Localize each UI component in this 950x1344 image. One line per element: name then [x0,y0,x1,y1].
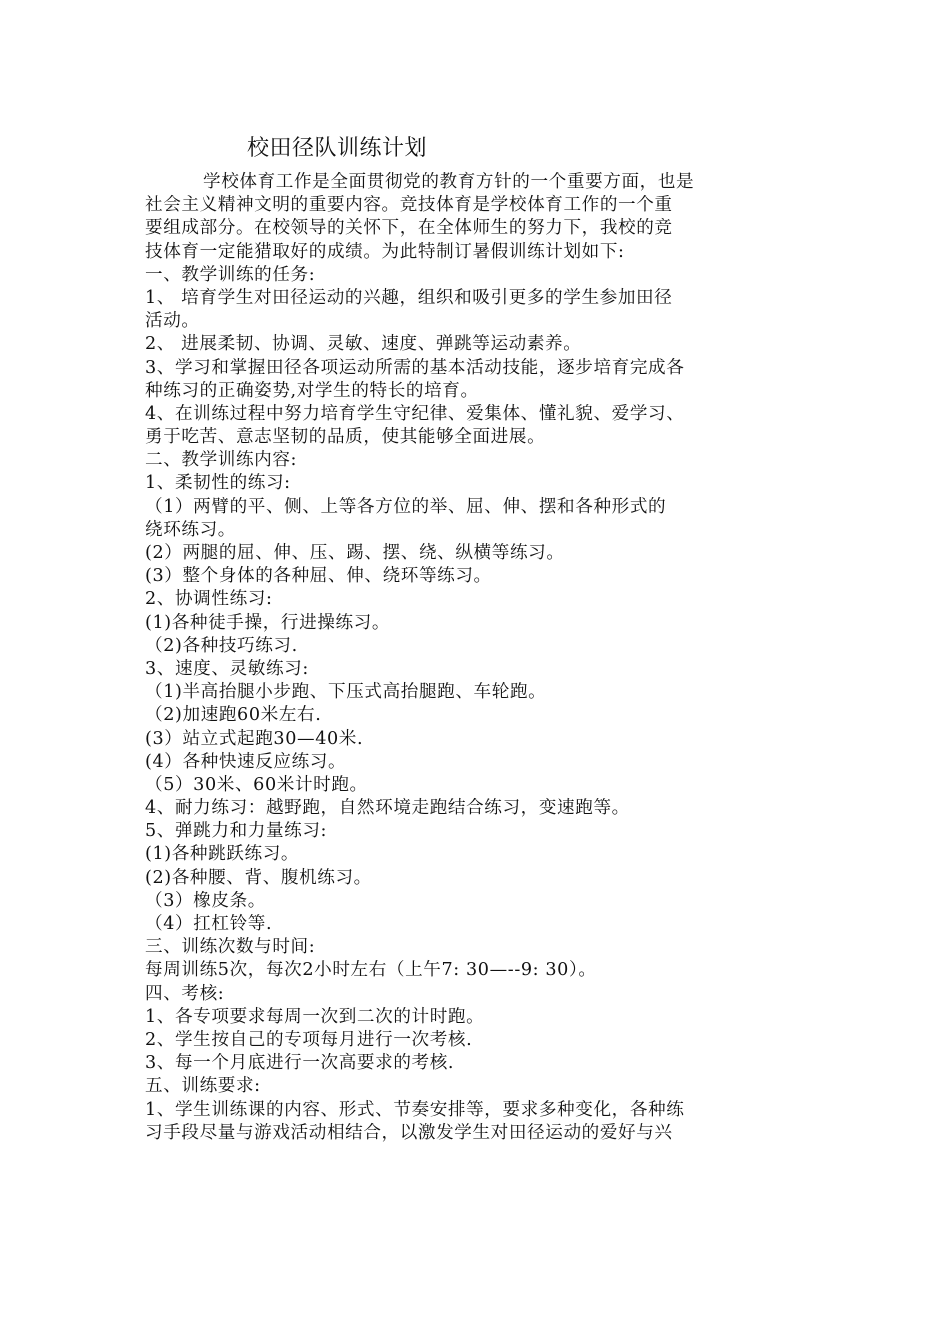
document-body [145,171,810,1145]
list-item-line: （3）橡皮条。 [145,890,266,911]
section-heading: 三、训练次数与时间: [145,937,316,958]
list-item-line: (4）各种快速反应练习。 [145,751,347,772]
list-item-line: (2)各种腰、背、腹机练习。 [145,867,372,888]
list-item-line: 4、在训练过程中努力培育学生守纪律、爱集体、懂礼貌、爱学习、 [145,403,685,424]
subsection-heading: 2、协调性练习: [145,589,273,610]
list-item-line: （2)加速跑60米左右. [145,705,322,726]
section-heading: 一、教学训练的任务: [145,264,316,285]
subsection-heading: 1、柔韧性的练习: [145,473,291,494]
list-item-line: 绕环练习。 [145,519,236,540]
section-heading: 四、考核: [145,983,225,1004]
list-item-line: （2)各种技巧练习. [145,635,298,656]
list-item-line: 3、学习和掌握田径各项运动所需的基本活动技能，逐步培育完成各 [145,357,685,378]
list-item-line: 1、 培育学生对田径运动的兴趣，组织和吸引更多的学生参加田径 [145,287,673,308]
list-item-line: (1)各种徒手操，行进操练习。 [145,612,391,633]
list-item-line: (2）两腿的屈、伸、压、踢、摆、绕、纵横等练习。 [145,543,565,563]
paragraph-line: 学校体育工作是全面贯彻党的教育方针的一个重要方面，也是 [203,172,695,192]
list-item-line: (1)各种跳跃练习。 [145,844,300,865]
list-item-line: （1）两臂的平、侧、上等各方位的举、屈、伸、摆和各种形式的 [145,496,667,517]
paragraph-line: 要组成部分。在校领导的关怀下，在全体师生的努力下，我校的竞 [145,218,673,239]
document-title: 校田径队训练计划 [247,136,428,161]
list-item-line: (3）站立式起跑30—40米. [145,728,364,749]
list-item-line: 1、各专项要求每周一次到二次的计时跑。 [145,1006,485,1027]
section-heading: 五、训练要求: [145,1076,261,1097]
subsection-heading: 5、弹跳力和力量练习: [145,821,328,842]
paragraph-line: 社会主义精神文明的重要内容。竞技体育是学校体育工作的一个重 [145,195,673,216]
subsection-heading: 3、速度、灵敏练习: [145,658,309,679]
list-item-line: (3）整个身体的各种屈、伸、绕环等练习。 [145,566,492,587]
list-item-line: 2、 进展柔韧、协调、灵敏、速度、弹跳等运动素养。 [145,334,582,355]
list-item-line: 3、每一个月底进行一次高要求的考核. [145,1053,455,1074]
list-item-line: 习手段尽量与游戏活动相结合，以激发学生对田径运动的爱好与兴 [145,1122,673,1143]
paragraph-line: 每周训练5次，每次2小时左右（上午7: 30—--9: 30）。 [145,960,597,981]
list-item-line: （4）扛杠铃等. [145,914,273,934]
list-item-line: 活动。 [145,311,200,332]
list-item-line: （1)半高抬腿小步跑、下压式高抬腿跑、车轮跑。 [145,682,547,703]
list-item-line: 1、学生训练课的内容、形式、节奏安排等，要求多种变化，各种练 [145,1099,685,1120]
list-item-line: （5）30米、60米计时跑。 [145,774,368,795]
list-item-line: 种练习的正确姿势,对学生的特长的培育。 [145,380,479,401]
list-item-line: 2、学生按自己的专项每月进行一次考核. [145,1029,473,1050]
list-item-line: 勇于吃苦、意志坚韧的品质，使其能够全面进展。 [145,427,546,448]
section-heading: 二、教学训练内容: [145,450,298,471]
paragraph-line: 技体育一定能猎取好的成绩。为此特制订暑假训练计划如下: [145,241,625,262]
subsection-heading: 4、耐力练习：越野跑，自然环境走跑结合练习，变速跑等。 [145,798,630,819]
